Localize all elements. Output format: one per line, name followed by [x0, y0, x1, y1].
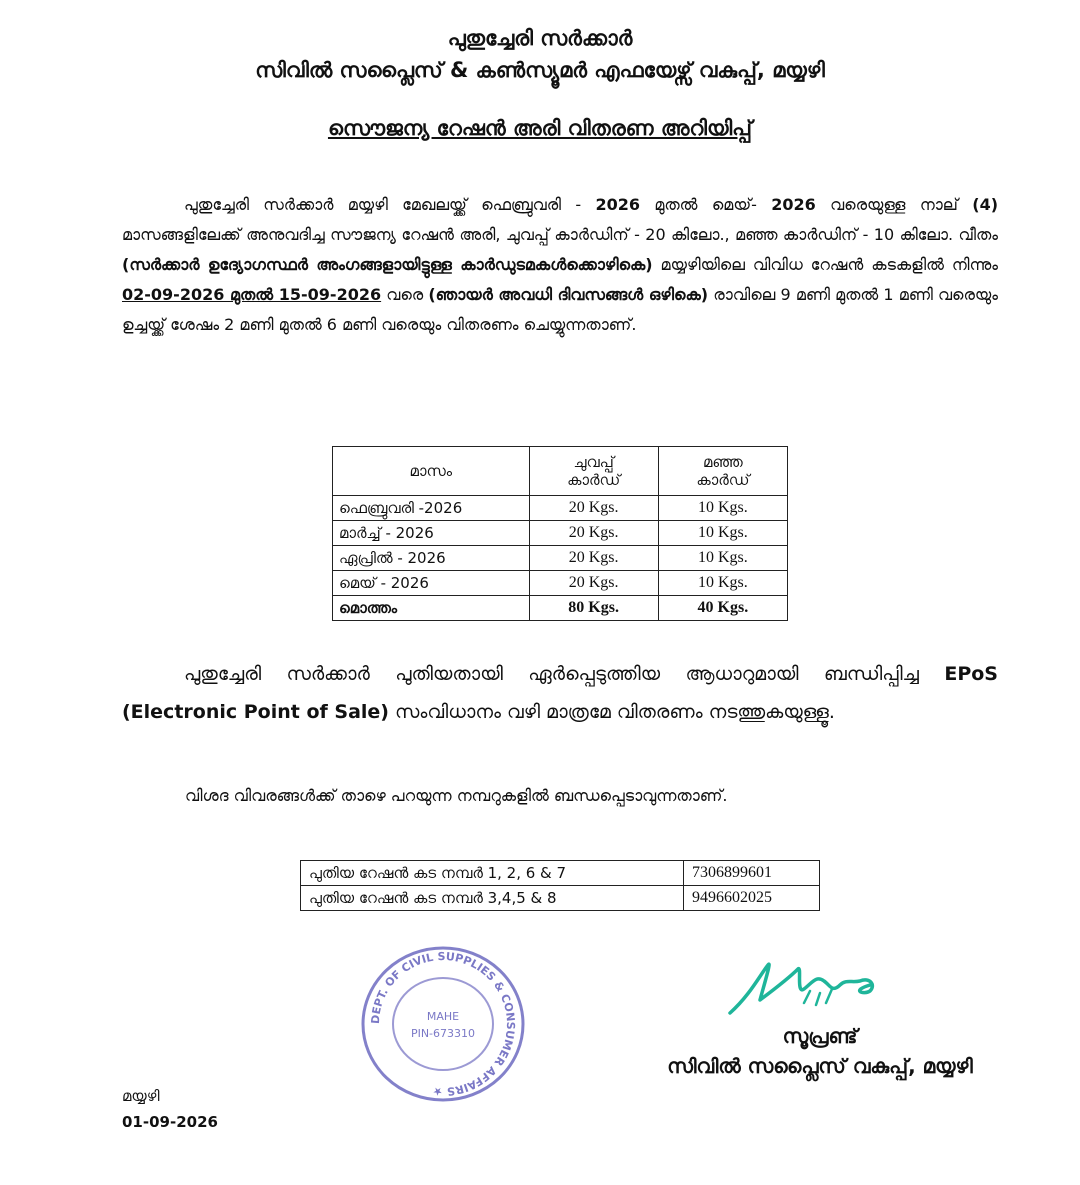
place: മയ്യഴി [122, 1087, 160, 1105]
yellow-cell: 10 Kgs. [658, 546, 787, 571]
red-cell: 20 Kgs. [529, 571, 658, 596]
signatory-title: സൂപ്രണ്ട് [782, 1024, 858, 1048]
contact-intro: വിശദ വിവരങ്ങൾക്ക് താഴെ പറയുന്ന നമ്പറുകളിൽ ബന്ധപ്പെടാവുന്നതാണ്. [185, 786, 728, 805]
red-cell: 20 Kgs. [529, 521, 658, 546]
date: 01-09-2026 [122, 1113, 218, 1131]
svg-text:PIN-673310: PIN-673310 [410, 1027, 476, 1040]
yellow-cell: 10 Kgs. [658, 496, 787, 521]
table-row [301, 886, 820, 911]
contact-table [300, 860, 820, 911]
svg-text:DEPT. OF CIVIL SUPPLIES & CONS: DEPT. OF CIVIL SUPPLIES & CONSUMER AFFAIRS ★ [368, 949, 518, 1099]
yellow-cell: 10 Kgs. [658, 521, 787, 546]
epos-paragraph: പുതുച്ചേരി സർക്കാർ പുതിയതായി ഏർപ്പെടുത്തിയ ആധാറുമായി ബന്ധിപ്പിച്ച EPoS (Electronic Point of Sale) സംവിധാനം വഴി മാത്രമേ വിതരണം നടത്തുകയുള്ളൂ. [122, 663, 998, 723]
month-cell: ഫെബ്രുവരി -2026 [333, 496, 530, 521]
notice-title: സൌജന്യ റേഷൻ അരി വിതരണ അറിയിപ്പ് [327, 116, 753, 140]
total-yellow: 40 Kgs. [658, 596, 787, 621]
yellow-cell: 10 Kgs. [658, 571, 787, 596]
table-row [333, 496, 788, 521]
signatory-department: സിവിൽ സപ്ലൈസ് വകുപ്പ്, മയ്യഴി [667, 1054, 973, 1078]
table-row [333, 521, 788, 546]
month-cell: മാർച്ച് - 2026 [333, 521, 530, 546]
distribution-dates: 02-09-2026 മുതൽ 15-09-2026 [122, 285, 382, 304]
table-row [301, 861, 820, 886]
red-cell: 20 Kgs. [529, 546, 658, 571]
header-month: മാസം [333, 447, 530, 496]
phone-number: 9496602025 [684, 886, 820, 911]
notice-paragraph: പുതുച്ചേരി സർക്കാർ മയ്യഴി മേഖലയ്ക്ക് ഫെബ്രുവരി - 2026 മുതൽ മെയ്- 2026 വരെയുള്ള നാല് (4) മാസങ്ങളിലേക്ക് അനുവദിച്ച സൗജന്യ റേഷൻ അരി, ചുവപ്പ് കാർഡിന് - 20 കിലോ., മഞ്ഞ കാർഡിന് - 10 കിലോ. വീതം (സർക്കാർ ഉദ്യോഗസ്ഥർ അംഗങ്ങളായിട്ടുള്ള കാർഡുടമകൾക്കൊഴികെ) മയ്യഴിയിലെ വിവിധ റേഷൻ കടകളിൽ നിന്നും 02-09-2026 മുതൽ 15-09-2026 വരെ (ഞായർ അവധി ദിവസങ്ങൾ ഒഴികെ) രാവിലെ 9 മണി മുതൽ 1 മണി വരെയും ഉച്ചയ്ക്ക് ശേഷം 2 മണി മുതൽ 6 മണി വരെയും വിതരണം ചെയ്യുന്നതാണ്. [122, 195, 999, 334]
govt-name: പുതുച്ചേരി സർക്കാർ [447, 26, 633, 50]
table-total-row [333, 596, 788, 621]
department-name: സിവിൽ സപ്ലൈസ് & കൺസ്യൂമർ എഫയേഴ്സ് വകുപ്പ്, മയ്യഴി [255, 58, 825, 82]
ration-quantity-table [332, 446, 788, 621]
svg-text:MAHE: MAHE [426, 1010, 460, 1023]
shop-label: പുതിയ റേഷൻ കട നമ്പർ 3,4,5 & 8 [301, 886, 684, 911]
shop-label: പുതിയ റേഷൻ കട നമ്പർ 1, 2, 6 & 7 [301, 861, 684, 886]
month-cell: മെയ് - 2026 [333, 571, 530, 596]
office-seal [358, 944, 528, 1108]
header-red-card: ചുവപ്പ് കാർഡ് [529, 447, 658, 496]
signature-mark [720, 955, 900, 1029]
total-red: 80 Kgs. [529, 596, 658, 621]
table-header-row [333, 447, 788, 496]
header-yellow-card: മഞ്ഞ കാർഡ് [658, 447, 787, 496]
table-row [333, 571, 788, 596]
total-label: മൊത്തം [333, 596, 530, 621]
table-row [333, 546, 788, 571]
red-cell: 20 Kgs. [529, 496, 658, 521]
phone-number: 7306899601 [684, 861, 820, 886]
month-cell: ഏപ്രിൽ - 2026 [333, 546, 530, 571]
